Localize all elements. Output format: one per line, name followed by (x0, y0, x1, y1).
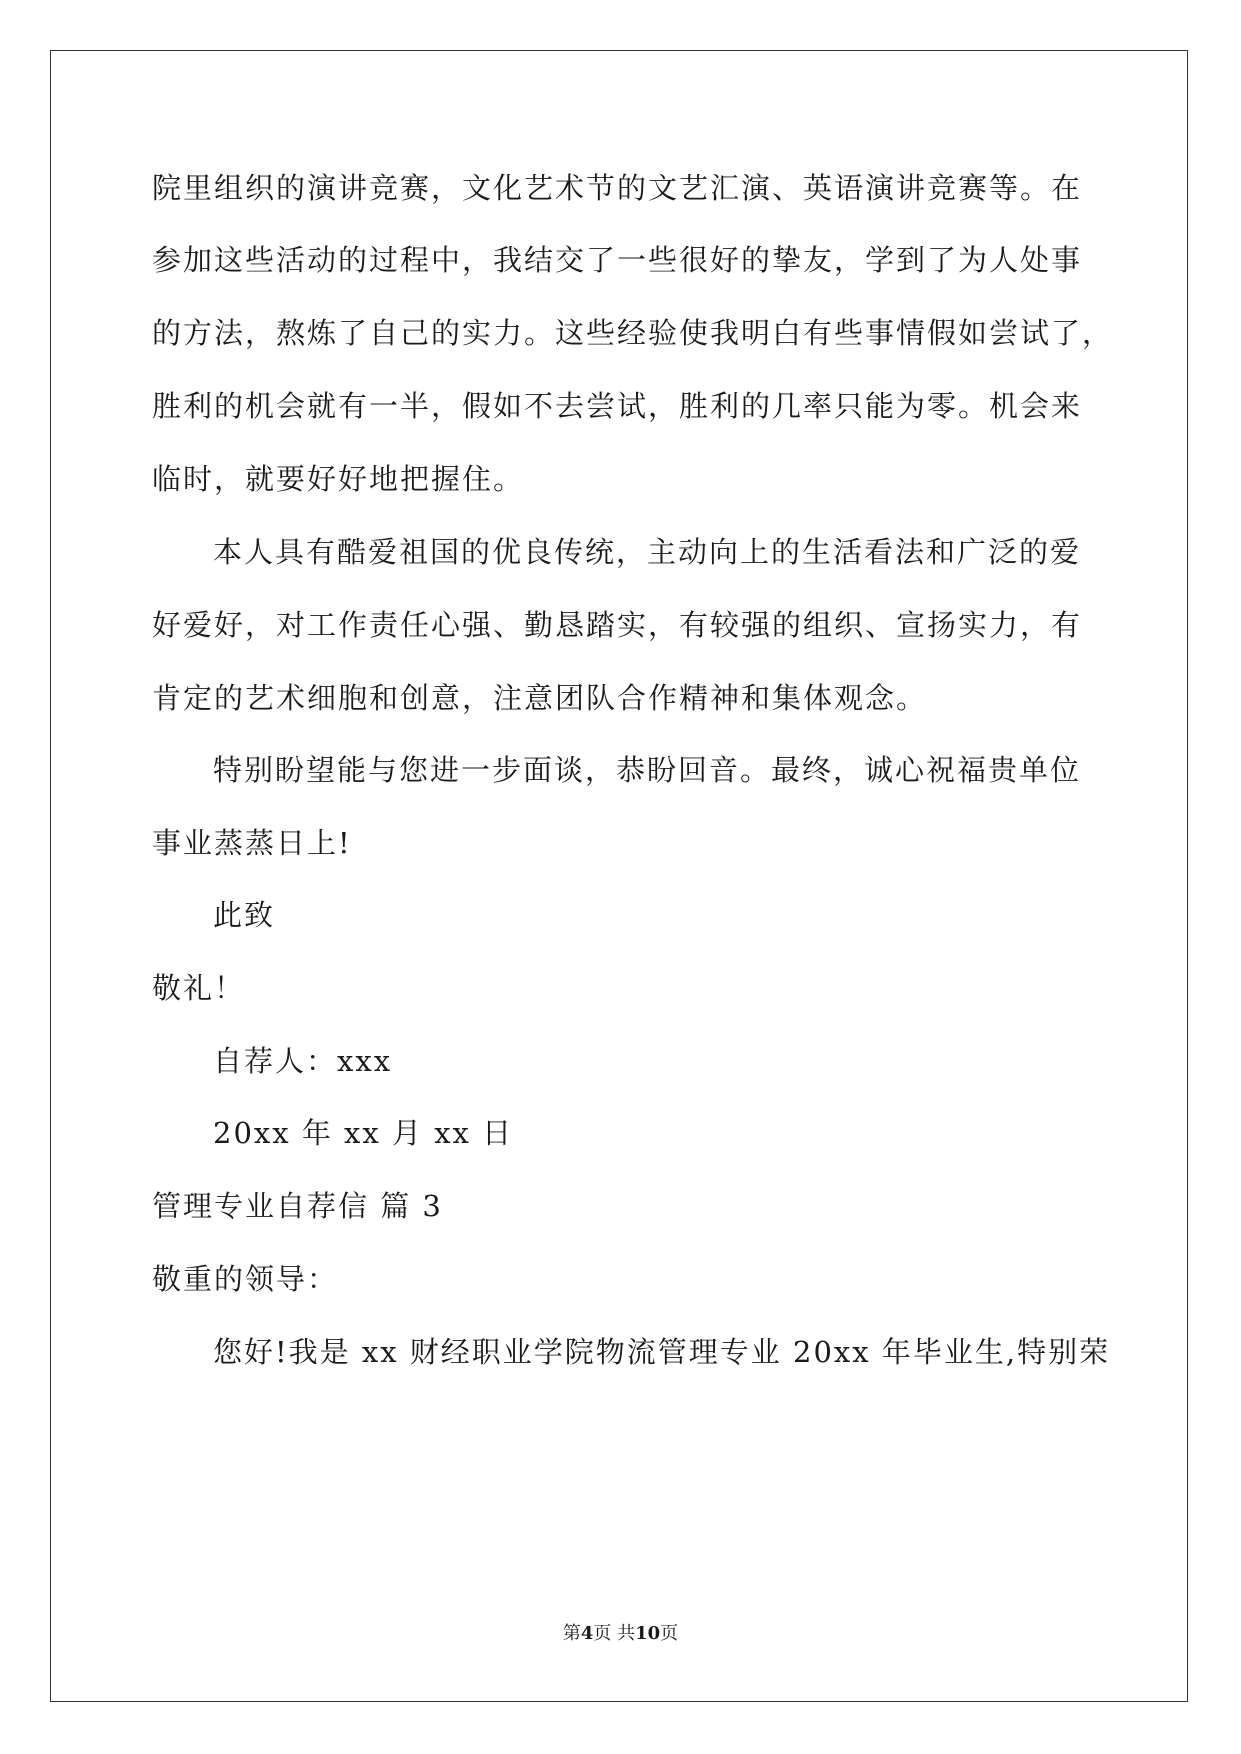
paragraph-3-line-2: 事业蒸蒸日上! (152, 826, 352, 860)
salute-text: 敬礼！ (152, 971, 246, 1005)
paragraph-3-line-1: 特别盼望能与您进一步面谈，恭盼回音。最终，诚心祝福贵单位 (213, 753, 1082, 787)
footer-prefix: 第 (562, 1623, 581, 1644)
footer-total-pages: 10 (635, 1623, 661, 1644)
page-footer (0, 1622, 1241, 1646)
section-title: 管理专业自荐信 篇 3 (152, 1189, 443, 1223)
paragraph-2-line-3: 肯定的艺术细胞和创意，注意团队合作精神和集体观念。 (152, 681, 928, 715)
paragraph-1-line-2: 参加这些活动的过程中，我结交了一些很好的挚友，学到了为人处事 (152, 243, 1083, 277)
footer-page-number: 4 (580, 1623, 594, 1644)
paragraph-1-line-5: 临时，就要好好地把握住。 (152, 462, 525, 496)
footer-middle: 页 共 (593, 1623, 636, 1644)
greeting-text: 敬重的领导： (152, 1262, 339, 1296)
signer-text: 自荐人：xxx (213, 1044, 393, 1078)
paragraph-4-line-1: 您好!我是 xx 财经职业学院物流管理专业 20xx 年毕业生,特别荣 (213, 1335, 1111, 1369)
closing-text: 此致 (213, 898, 276, 932)
page-border (50, 50, 1188, 1702)
footer-suffix: 页 (660, 1623, 679, 1644)
paragraph-1-line-1: 院里组织的演讲竞赛，文化艺术节的文艺汇演、英语演讲竞赛等。在 (152, 171, 1083, 205)
paragraph-2-line-1: 本人具有酷爱祖国的优良传统，主动向上的生活看法和广泛的爱 (213, 535, 1082, 569)
paragraph-2-line-2: 好爱好，对工作责任心强、勤恳踏实，有较强的组织、宣扬实力，有 (152, 608, 1083, 642)
date-text: 20xx 年 xx 月 xx 日 (213, 1116, 514, 1150)
paragraph-1-line-4: 胜利的机会就有一半，假如不去尝试，胜利的几率只能为零。机会来 (152, 389, 1083, 423)
paragraph-1-line-3: 的方法，熬炼了自己的实力。这些经验使我明白有些事情假如尝试了， (152, 316, 1114, 350)
